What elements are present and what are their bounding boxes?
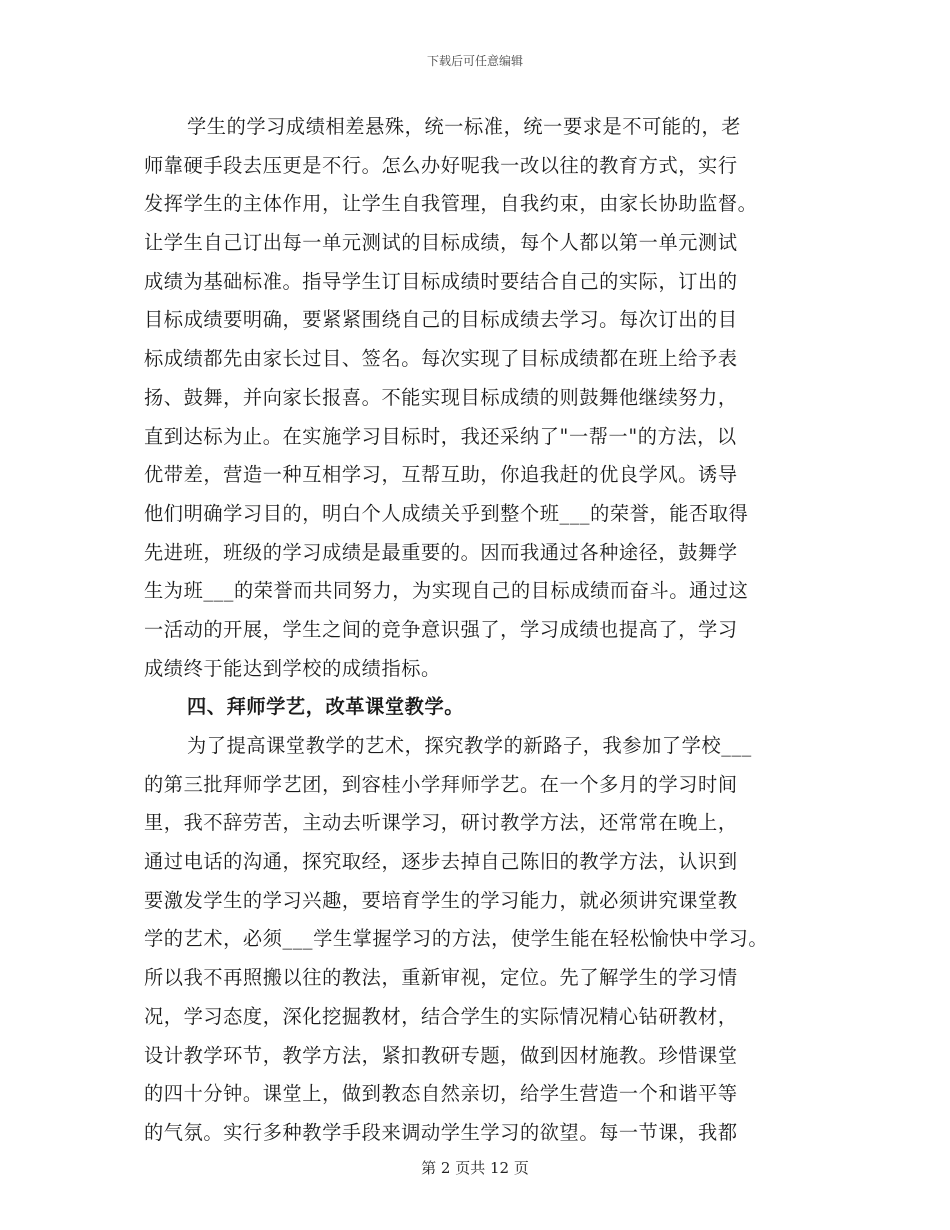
text-line: 发挥学生的主体作用，让学生自我管理，自我约束，由家长协助监督。 — [144, 192, 758, 216]
text-line: 目标成绩要明确，要紧紧围绕自己的目标成绩去学习。每次订出的目 — [144, 308, 738, 332]
text-line: 通过电话的沟通，探究取经，逐步去掉自己陈旧的教学方法，认识到 — [144, 850, 738, 874]
page-footer: 第 2 页共 12 页 — [421, 1159, 529, 1177]
text-line: 学的艺术，必须___学生掌握学习的方法，使学生能在轻松愉快中学习。 — [144, 927, 769, 951]
text-line: 一活动的开展，学生之间的竞争意识强了，学习成绩也提高了，学习 — [144, 617, 738, 641]
text-line: 标成绩都先由家长过目、签名。每次实现了目标成绩都在班上给予表 — [144, 347, 738, 371]
text-line: 师靠硬手段去压更是不行。怎么办好呢我一改以往的教育方式，实行 — [144, 153, 738, 177]
text-line: 设计教学环节，教学方法，紧扣教研专题，做到因材施教。珍惜课堂 — [144, 1043, 738, 1067]
text-line: 的气氛。实行多种教学手段来调动学生学习的欲望。每一节课，我都 — [144, 1120, 738, 1144]
text-line: 为了提高课堂教学的艺术，探究教学的新路子，我参加了学校___ — [187, 734, 752, 757]
text-line: 直到达标为止。在实施学习目标时，我还采纳了"一帮一"的方法，以 — [144, 424, 737, 448]
text-line: 生为班___的荣誉而共同努力，为实现自己的目标成绩而奋斗。通过这 — [144, 579, 749, 603]
text-line: 成绩终于能达到学校的成绩指标。 — [144, 656, 441, 680]
text-line: 的第三批拜师学艺团，到容桂小学拜师学艺。在一个多月的学习时间 — [144, 772, 738, 796]
text-line: 要激发学生的学习兴趣，要培育学生的学习能力，就必须讲究课堂教 — [144, 888, 738, 912]
text-line: 优带差，营造一种互相学习，互帮互助，你追我赶的优良学风。诱导 — [144, 463, 738, 487]
text-line: 里，我不辞劳苦，主动去听课学习，研讨教学方法，还常常在晚上， — [144, 811, 738, 835]
text-line: 学生的学习成绩相差悬殊，统一标准，统一要求是不可能的，老 — [187, 115, 742, 138]
text-line: 他们明确学习目的，明白个人成绩关乎到整个班___的荣誉，能否取得 — [144, 501, 749, 525]
document-body — [144, 108, 824, 1153]
text-line: 扬、鼓舞，并向家长报喜。不能实现目标成绩的则鼓舞他继续努力， — [144, 385, 738, 409]
text-line: 先进班，班级的学习成绩是最重要的。因而我通过各种途径，鼓舞学 — [144, 540, 738, 564]
page-header: 下载后可任意编辑 — [426, 54, 523, 68]
text-line: 所以我不再照搬以往的教法，重新审视，定位。先了解学生的学习情 — [144, 966, 738, 990]
text-line: 的四十分钟。课堂上，做到教态自然亲切，给学生营造一个和谐平等 — [144, 1082, 738, 1106]
section-heading: 四、拜师学艺，改革课堂教学。 — [187, 695, 465, 719]
text-line: 况，学习态度，深化挖掘教材，结合学生的实际情况精心钻研教材， — [144, 1004, 738, 1028]
text-line: 让学生自己订出每一单元测试的目标成绩，每个人都以第一单元测试 — [144, 231, 738, 255]
text-line: 成绩为基础标准。指导学生订目标成绩时要结合自己的实际，订出的 — [144, 269, 738, 293]
